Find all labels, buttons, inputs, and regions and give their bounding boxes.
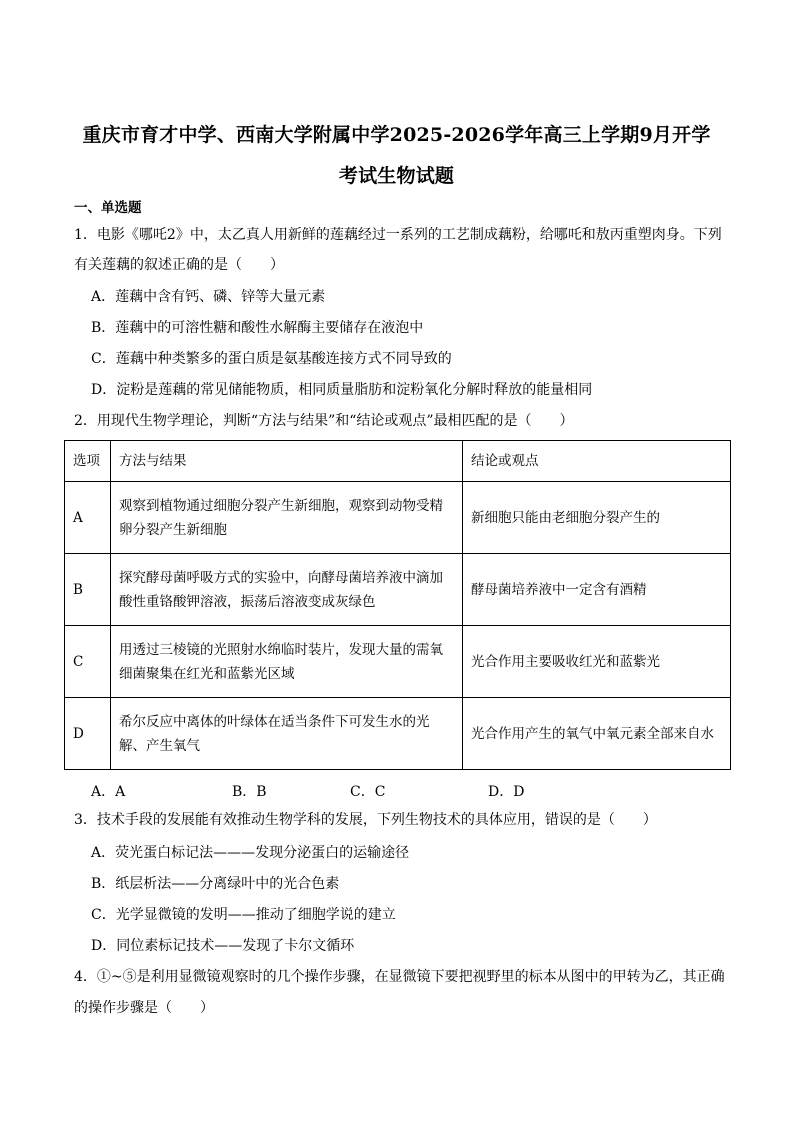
q4-stem-line-1: 4．①~⑤是利用显微镜观察时的几个操作步骤，在显微镜下要把视野里的标本从图中的甲转为乙，其正确: [74, 969, 725, 985]
q3-option-b: B．纸层析法——分离绿叶中的光合色素: [91, 876, 340, 892]
q2-stem: 2．用现代生物学理论，判断“方法与结果”和“结论或观点”最相匹配的是（ ）: [74, 413, 574, 429]
q1-option-b: B．莲藕中的可溶性糖和酸性水解酶主要储存在液泡中: [91, 320, 424, 336]
row-key: A: [65, 482, 111, 554]
q2-choice-d: D．D: [488, 784, 525, 800]
row-conclusion: 光合作用主要吸收红光和蓝紫光: [463, 626, 731, 698]
q3-stem: 3．技术手段的发展能有效推动生物学科的发展，下列生物技术的具体应用，错误的是（ ）: [74, 812, 657, 828]
table-row: [65, 626, 731, 698]
q3-option-d: D．同位素标记技术——发现了卡尔文循环: [91, 938, 355, 954]
table-row: [65, 698, 731, 770]
row-method: 探究酵母菌呼吸方式的实验中，向酵母菌培养液中滴加酸性重铬酸钾溶液，振荡后溶液变成灰绿色: [111, 554, 463, 626]
row-method: 希尔反应中离体的叶绿体在适当条件下可发生水的光解、产生氧气: [111, 698, 463, 770]
q3-option-c: C．光学显微镜的发明——推动了细胞学说的建立: [91, 907, 396, 923]
row-key: D: [65, 698, 111, 770]
row-key: C: [65, 626, 111, 698]
row-conclusion: 新细胞只能由老细胞分裂产生的: [463, 482, 731, 554]
header-option: 选项: [65, 441, 111, 482]
q3-option-a: A．荧光蛋白标记法———发现分泌蛋白的运输途径: [91, 845, 410, 861]
row-method: 用透过三棱镜的光照射水绵临时装片，发现大量的需氧细菌聚集在红光和蓝紫光区域: [111, 626, 463, 698]
q2-choice-c: C．C: [350, 784, 386, 800]
page-title-line-1: 重庆市育才中学、西南大学附属中学2025-2026学年高三上学期9月开学: [82, 124, 711, 146]
row-conclusion: 光合作用产生的氧气中氧元素全部来自水: [463, 698, 731, 770]
q1-stem-line-1: 1．电影《哪吒2》中，太乙真人用新鲜的莲藕经过一系列的工艺制成藕粉，给哪吒和敖丙重塑肉身。下列: [74, 227, 722, 243]
q2-choice-b: B．B: [232, 784, 267, 800]
page-title-line-2: 考试生物试题: [338, 165, 455, 187]
q1-stem-line-2: 有关莲藕的叙述正确的是（ ）: [74, 257, 284, 273]
table-header-row: [65, 441, 731, 482]
table-row: [65, 482, 731, 554]
header-method: 方法与结果: [111, 441, 463, 482]
q2-choice-a: A．A: [91, 784, 126, 800]
section-heading: 一、单选题: [74, 200, 142, 216]
row-key: B: [65, 554, 111, 626]
q1-option-a: A．莲藕中含有钙、磷、锌等大量元素: [91, 289, 326, 305]
q1-option-d: D．淀粉是莲藕的常见储能物质，相同质量脂肪和淀粉氧化分解时释放的能量相同: [91, 382, 593, 398]
row-conclusion: 酵母菌培养液中一定含有酒精: [463, 554, 731, 626]
row-method: 观察到植物通过细胞分裂产生新细胞，观察到动物受精卵分裂产生新细胞: [111, 482, 463, 554]
header-conclusion: 结论或观点: [463, 441, 731, 482]
q2-table: [64, 440, 731, 770]
q4-stem-line-2: 的操作步骤是（ ）: [74, 1000, 214, 1016]
table-row: [65, 554, 731, 626]
q1-option-c: C．莲藕中种类繁多的蛋白质是氨基酸连接方式不同导致的: [91, 351, 452, 367]
